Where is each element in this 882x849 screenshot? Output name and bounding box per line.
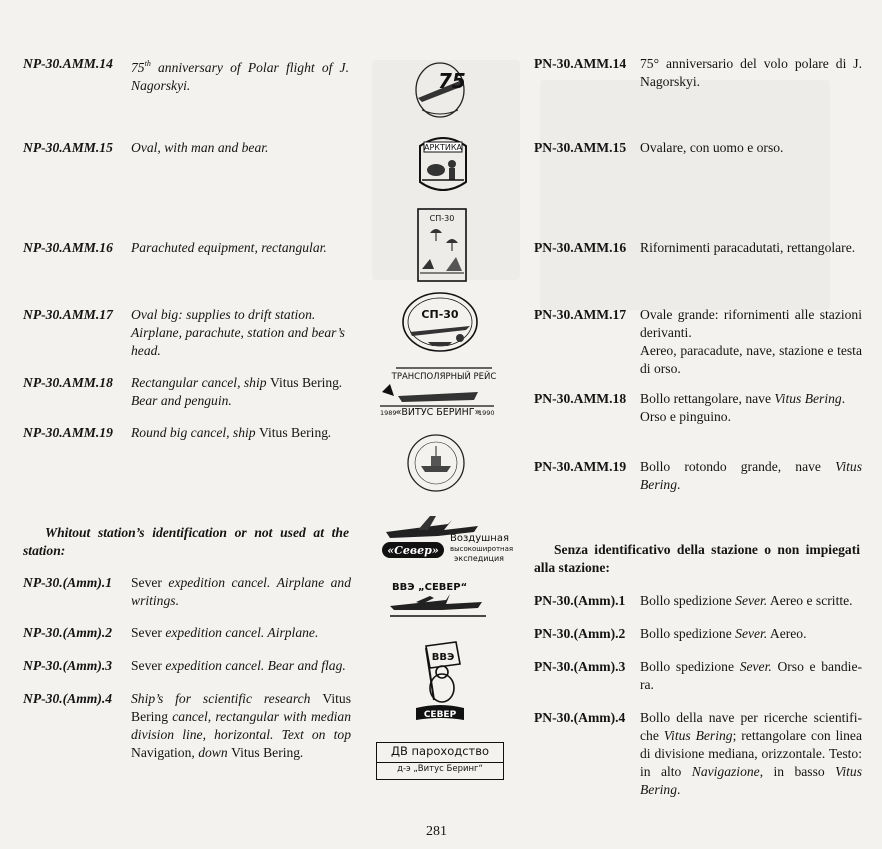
stamp-sever-airplane [386,576,490,622]
svg-text:ВВЭ: ВВЭ [431,652,455,663]
entry-description: Bollo della nave per ricerche scientifi-che Vitus Bering; rettangolare con linea di divisione mediana, orizzontale. Testo: in alto Navigazione, in basso Vitus Bering. [640,710,863,797]
svg-text:ТРАНСПОЛЯРНЫЙ РЕЙС: ТРАНСПОЛЯРНЫЙ РЕЙС [391,372,497,382]
entry-code: PN-30.(Amm).1 [534,593,626,608]
stamp-sever-bear-and-flag [412,640,468,724]
entry-code: PN-30.AMM.19 [534,459,627,474]
stamp-man-and-bear-oval [412,132,474,196]
entry-description: Parachuted equipment, rectangular. [131,240,327,255]
entry-code: NP-30.AMM.17 [23,307,113,322]
stamp-vitus-bering-navigation [376,742,504,780]
entry-code: NP-30.(Amm).1 [23,575,113,590]
entry-code: PN-30.(Amm).4 [534,710,626,725]
stamp-75-text: 75 [438,69,466,93]
entry-description: Bollo spedizione Sever. Aereo. [640,626,807,641]
entry-code: NP-30.(Amm).4 [23,691,113,706]
entry-code: NP-30.AMM.19 [23,425,113,440]
bleed-through-shadow [540,80,830,310]
entry-description: 75th anniversary of Polar flight of J. Nagorskyi. [131,59,349,93]
entry-description: Bollo rotondo grande, nave Vitus Bering. [640,459,862,492]
entry-description: Ovalare, con uomo e orso. [640,140,784,155]
svg-text:Воздушная: Воздушная [450,533,509,544]
entry-description: Bollo spedizione Sever. Aereo e scritte. [640,593,853,608]
entry-description: Ship’s for scientific research Vitus Bering cancel, rectangular with median division line, horizontal. Text on top Navigation, down Vitus Bering. [131,691,351,760]
entry-code: NP-30.AMM.15 [23,140,113,155]
entry-code: NP-30.AMM.18 [23,375,113,390]
svg-text:1989: 1989 [380,409,397,417]
entry-description: Round big cancel, ship Vitus Bering. [131,425,332,440]
entry-code: PN-30.AMM.17 [534,307,627,322]
stamp-vitus-bering-round [405,432,467,494]
svg-text:СП-30: СП-30 [421,308,459,321]
entry-description: Bollo spedizione Sever. Orso e bandie-ra. [640,659,862,692]
svg-text:СП-30: СП-30 [429,214,455,223]
entry-description: Rectangular cancel, ship Vitus Bering. Bear and penguin. [131,375,343,408]
entry-description: Rifornimenti paracadutati, rettangolare. [640,240,856,255]
entry-code: NP-30.(Amm).3 [23,658,113,673]
entry-description: Sever expedition cancel. Airplane and writings. [131,575,351,608]
svg-text:ВВЭ „СЕВЕР“: ВВЭ „СЕВЕР“ [392,582,468,593]
entry-description: Bollo rettangolare, nave Vitus Bering. Orso e pinguino. [640,391,846,424]
entry-code: PN-30.AMM.14 [534,56,627,71]
svg-text:АРКТИКА: АРКТИКА [424,143,462,152]
entry-description: Sever expedition cancel. Airplane. [131,625,319,640]
stamp-box-top-text: ДВ пароходство [390,744,490,758]
svg-text:1990: 1990 [478,409,495,417]
entry-code: PN-30.AMM.15 [534,140,627,155]
entry-code: NP-30.AMM.14 [23,56,113,71]
entry-code: PN-30.AMM.18 [534,391,627,406]
stamp-box-divider [377,762,503,763]
stamp-supplies-oval-big [400,290,480,354]
stamp-vitus-bering-rectangular [378,366,496,416]
entry-code: PN-30.(Amm).3 [534,659,626,674]
entry-code: NP-30.AMM.16 [23,240,113,255]
entry-code: PN-30.AMM.16 [534,240,627,255]
svg-text:«Север»: «Север» [387,544,439,557]
svg-text:«ВИТУС БЕРИНГ»: «ВИТУС БЕРИНГ» [395,407,481,418]
svg-text:СЕВЕР: СЕВЕР [423,710,457,720]
stamp-sever-airplane-writings [378,510,514,566]
page-number: 281 [426,824,447,839]
stamp-box-bottom-text: д-э „Витус Беринг“ [397,764,483,774]
entry-code: PN-30.(Amm).2 [534,626,626,641]
entry-code: NP-30.(Amm).2 [23,625,113,640]
section-heading: Senza identificativo della stazione o non impiegati alla stazione: [534,542,860,575]
entry-description: 75° anniversario del volo polare di J. Nagorskyi. [640,56,862,89]
section-heading: Whitout station’s identification or not used at the station: [23,525,349,558]
entry-description: Oval, with man and bear. [131,140,269,155]
stamp-nagorskyi-anniversary [408,60,472,120]
entry-description: Oval big: supplies to drift station. Airplane, parachute, station and bear’s head. [131,307,345,358]
svg-text:экспедиция: экспедиция [454,554,504,563]
entry-description: Ovale grande: rifornimenti alle stazioni derivanti. Aereo, paracadute, nave, stazione e testa di orso. [640,307,862,376]
entry-description: Sever expedition cancel. Bear and flag. [131,658,346,673]
svg-text:высокоширотная: высокоширотная [450,545,514,553]
stamp-parachuted-equipment [416,207,468,283]
